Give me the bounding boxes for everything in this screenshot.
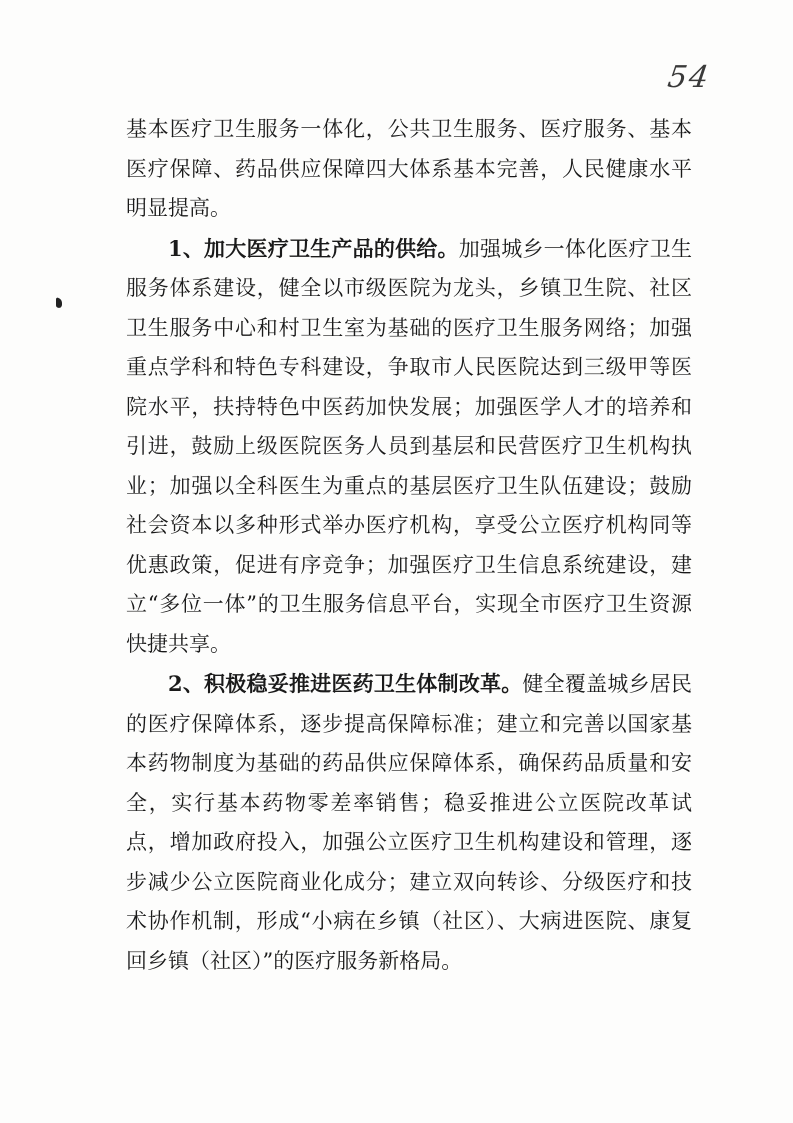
body-text bbox=[126, 110, 692, 981]
paragraph-supply-heading: 1、加大医疗卫生产品的供给。 bbox=[168, 235, 459, 261]
paragraph-intro: 基本医疗卫生服务一体化，公共卫生服务、医疗服务、基本医疗保障、药品供应保障四大体系基本完善，人民健康水平明显提高。 bbox=[126, 117, 692, 220]
page-number: 54 bbox=[665, 60, 713, 95]
paragraph-supply bbox=[126, 229, 692, 665]
paragraph-reform-heading: 2、积极稳妥推进医药卫生体制改革。 bbox=[168, 671, 523, 696]
paragraph-supply-body: 加强城乡一体化医疗卫生服务体系建设，健全以市级医院为龙头，乡镇卫生院、社区卫生服务中心和村卫生室为基础的医疗卫生服务网络；加强重点学科和特色专科建设，争取市人民医院达到三级甲等医院水平，扶持特色中医药加快发展；加强医学人才的培养和引进，鼓励上级医院医务人员到基层和民营医疗卫生机构执业；加强以全科医生为重点的基层医疗卫生队伍建设；鼓励社会资本以多种形式举办医疗机构，享受公立医疗机构同等优惠政策，促进有序竞争；加强医疗卫生信息系统建设，建立“多位一体”的卫生服务信息平台，实现全市医疗卫生资源快捷共享。 bbox=[126, 236, 692, 656]
paragraph-reform bbox=[126, 664, 692, 981]
margin-mark bbox=[56, 297, 62, 309]
paragraph-reform-body: 健全覆盖城乡居民的医疗保障体系，逐步提高保障标准；建立和完善以国家基本药物制度为基础的药品供应保障体系，确保药品质量和安全，实行基本药物零差率销售；稳妥推进公立医院改革试点，增加政府投入，加强公立医疗卫生机构建设和管理，逐步减少公立医院商业化成分；建立双向转诊、分级医疗和技术协作机制，形成“小病在乡镇（社区）、大病进医院、康复回乡镇（社区）”的医疗服务新格局。 bbox=[126, 672, 692, 973]
